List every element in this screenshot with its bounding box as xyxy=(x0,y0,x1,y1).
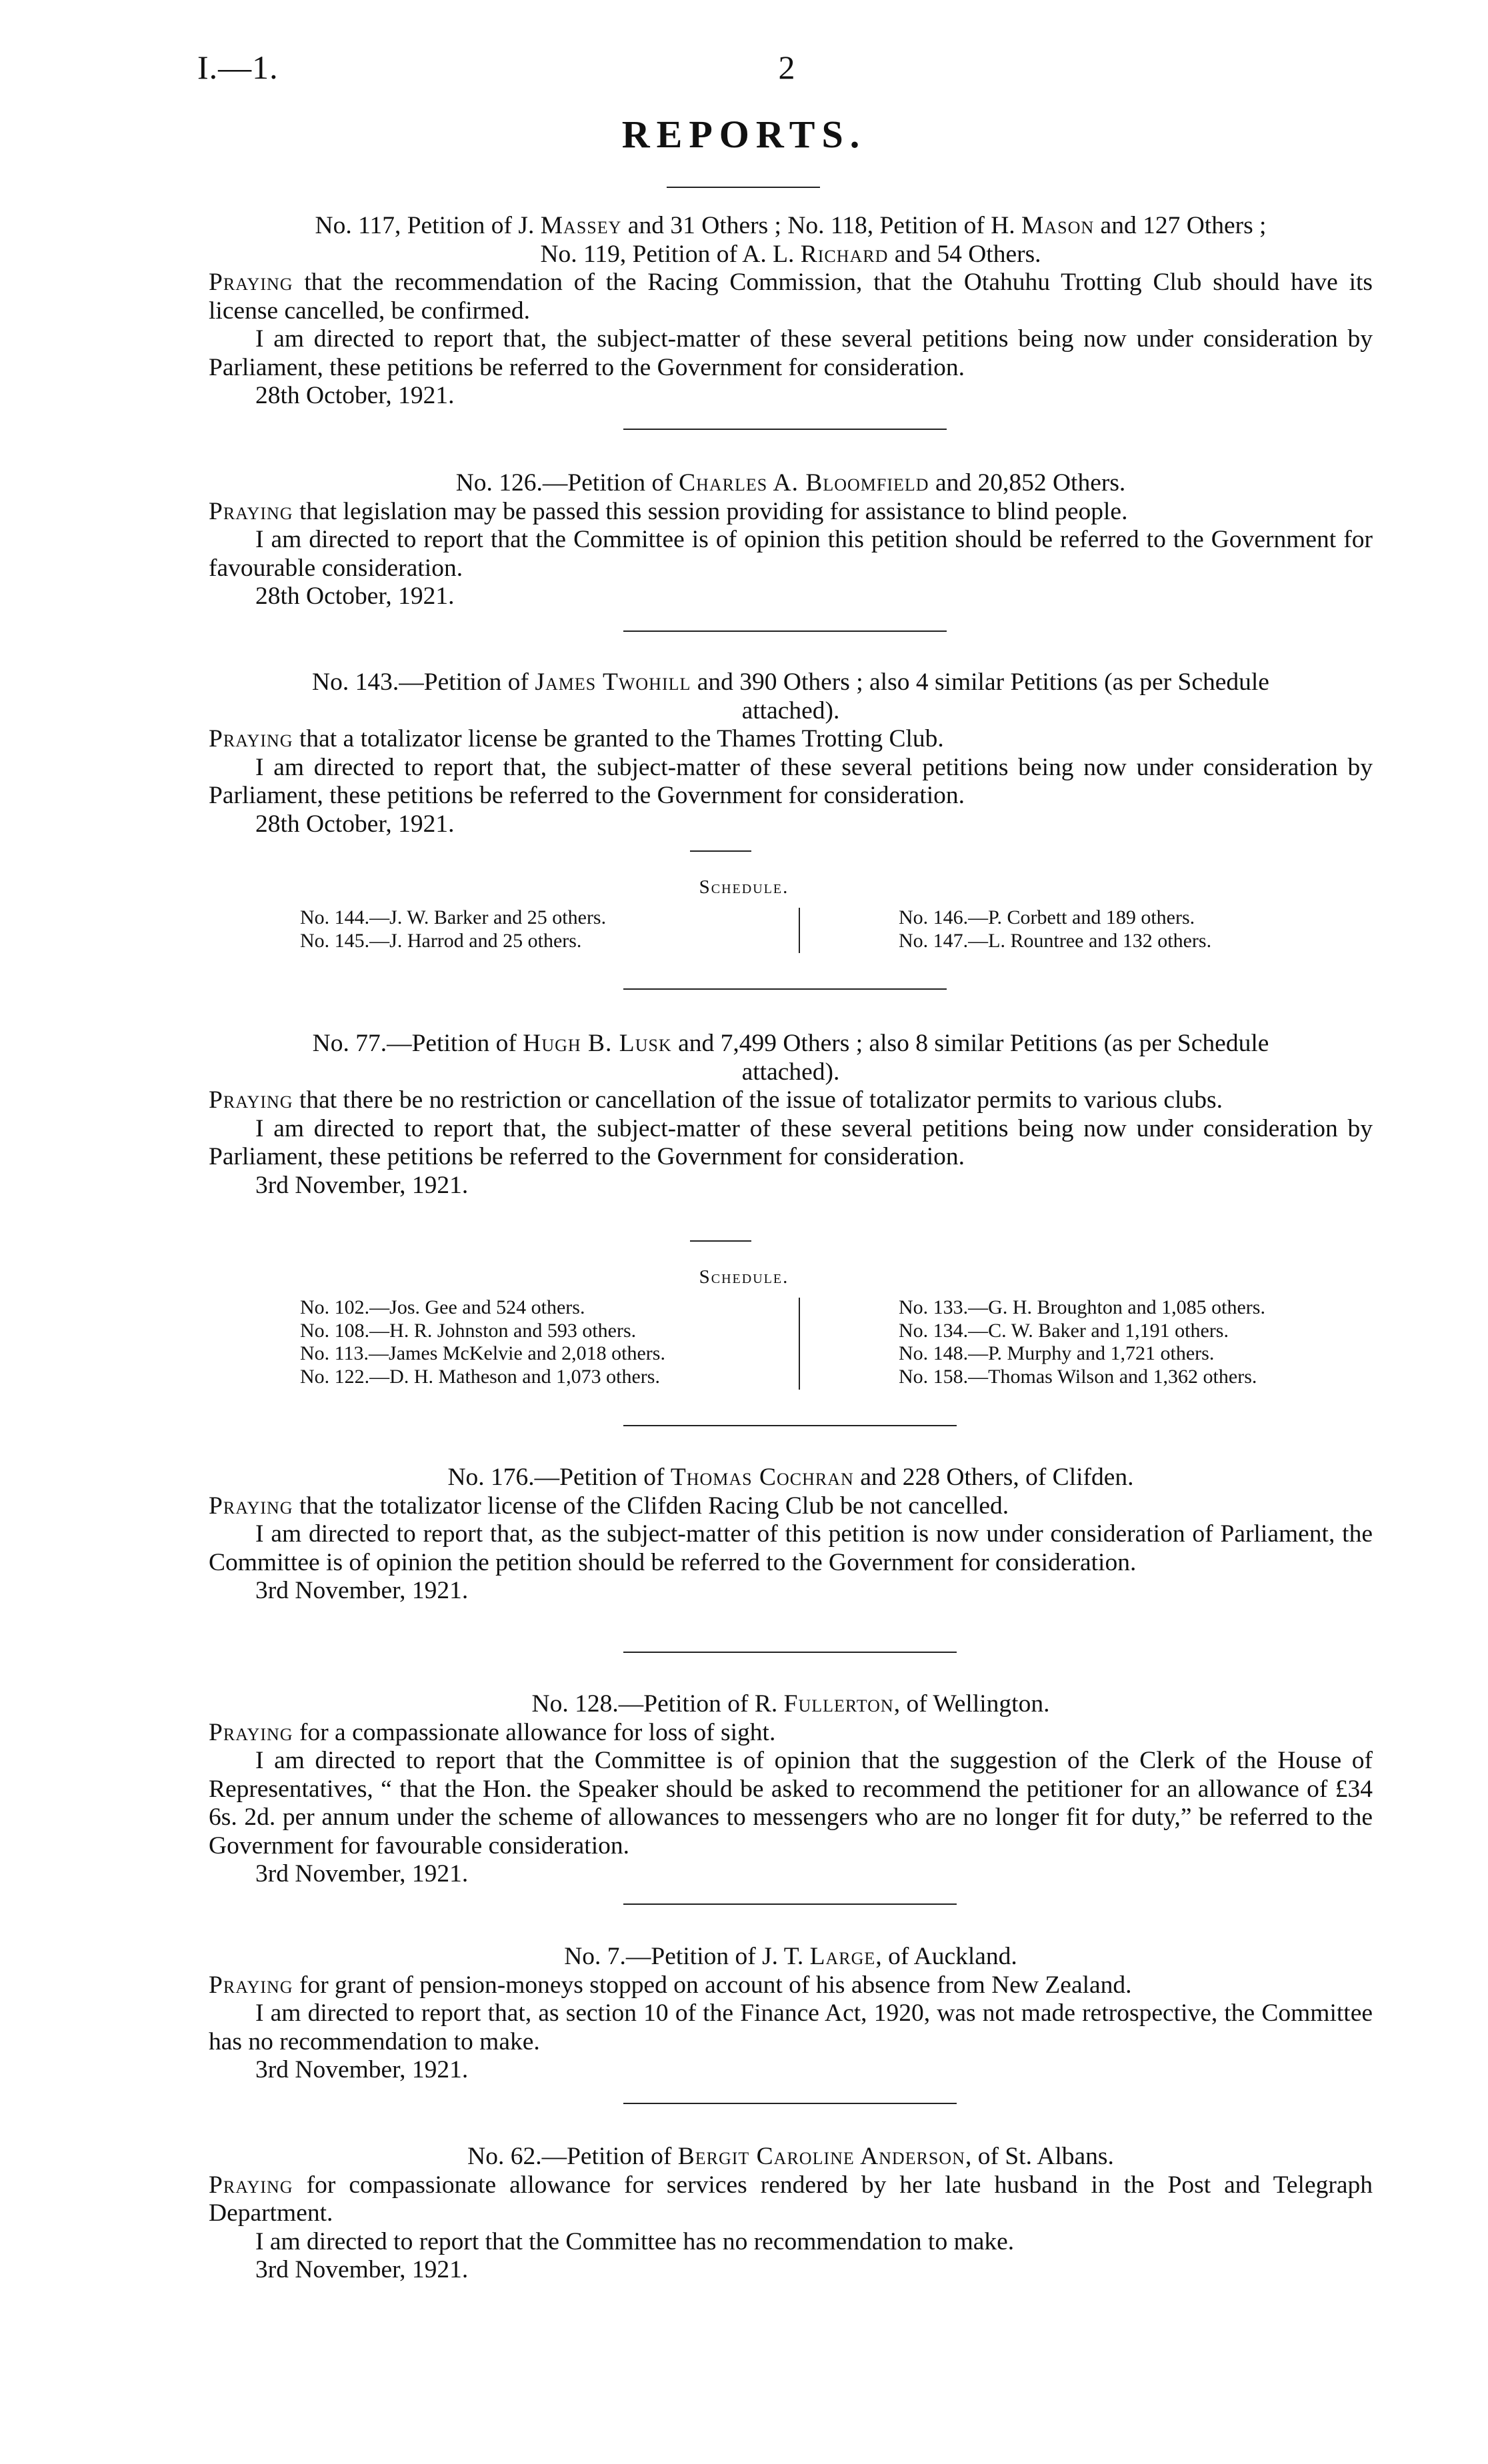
petition-section-77 xyxy=(209,1030,1373,1200)
report-date: 28th October, 1921. xyxy=(255,583,455,610)
section-divider xyxy=(623,429,947,430)
report-date: 3rd November, 1921. xyxy=(255,1860,469,1887)
schedule-left-column xyxy=(300,906,606,952)
schedule-entry: No. 144.—J. W. Barker and 25 others. xyxy=(300,906,607,928)
petitioner-name: Charles A. Bloomfield xyxy=(679,469,929,497)
page-number: 2 xyxy=(778,49,795,86)
report-date: 3rd November, 1921. xyxy=(255,1171,469,1199)
petition-heading: No. 7.—Petition of J. T. Large, of Auckland. xyxy=(564,1943,1017,1970)
praying-paragraph: Praying for a compassionate allowance for loss of sight. xyxy=(209,1718,776,1746)
schedule-entry: No. 113.—James McKelvie and 2,018 others. xyxy=(300,1342,665,1364)
petitioner-name: Bergit Caroline Anderson xyxy=(677,2143,965,2170)
schedule-entry: No. 147.—L. Rountree and 132 others. xyxy=(899,929,1212,952)
report-date: 3rd November, 1921. xyxy=(255,2256,469,2283)
schedule-column-divider xyxy=(799,1298,800,1390)
schedule-entry: No. 122.—D. H. Matheson and 1,073 others. xyxy=(300,1365,660,1388)
section-divider xyxy=(623,988,947,990)
petitioner-name: Fullerton xyxy=(783,1690,894,1718)
report-paragraph: I am directed to report that the Committee has no recommendation to make. xyxy=(255,2227,1015,2255)
title-rule xyxy=(667,187,820,188)
petition-section-143 xyxy=(209,668,1373,838)
section-divider xyxy=(623,1425,957,1426)
schedule-short-rule xyxy=(690,1240,751,1242)
petition-heading: No. 77.—Petition of Hugh B. Lusk and 7,499 Others ; also 8 similar Petitions (as per Schedule attached). xyxy=(312,1030,1269,1086)
schedule-short-rule xyxy=(690,850,751,852)
schedule-entry: No. 158.—Thomas Wilson and 1,362 others. xyxy=(899,1365,1257,1388)
report-date: 28th October, 1921. xyxy=(255,810,455,838)
report-paragraph: I am directed to report that, as the subject-matter of this petition is now under consideration of Parliament, the Committee is of opinion the petition should be referred to the Government for consideration. xyxy=(209,1520,1373,1576)
section-divider xyxy=(623,1652,957,1653)
schedule-title: Schedule. xyxy=(699,876,789,898)
petition-heading: No. 62.—Petition of Bergit Caroline Anderson, of St. Albans. xyxy=(467,2143,1114,2170)
document-reference: I.—1. xyxy=(197,49,279,86)
schedule-column-divider xyxy=(799,908,800,953)
report-paragraph: I am directed to report that, as section 10 of the Finance Act, 1920, was not made retrospective, the Committee has no recommendation to make. xyxy=(209,1999,1373,2055)
schedule-entry: No. 133.—G. H. Broughton and 1,085 others. xyxy=(899,1296,1265,1318)
petition-section-126 xyxy=(209,469,1373,611)
schedule-right-column xyxy=(899,906,1211,952)
petitioner-name: Massey xyxy=(540,212,622,239)
petition-section-117 xyxy=(209,212,1373,411)
petition-section-7 xyxy=(209,1943,1373,2085)
report-paragraph: I am directed to report that, the subject-matter of these several petitions being now under consideration by Parliament, these petitions be referred to the Government for consideration. xyxy=(209,325,1373,381)
petition-section-128 xyxy=(209,1690,1373,1889)
petitioner-name: Mason xyxy=(1021,212,1095,239)
petitioner-name: Large xyxy=(809,1943,876,1970)
praying-paragraph: Praying that legislation may be passed this session providing for assistance to blind people. xyxy=(209,497,1128,525)
report-paragraph: I am directed to report that, the subject-matter of these several petitions being now under consideration by Parliament, these petitions be referred to the Government for consideration. xyxy=(209,753,1373,809)
petition-section-62 xyxy=(209,2143,1373,2285)
petitioner-name: Richard xyxy=(800,240,889,268)
petition-heading: No. 117, Petition of J. Massey and 31 Others ; No. 118, Petition of H. Mason and 127 Others ; No. 119, Petition of A. L. Richard and 54 Others. xyxy=(315,212,1267,268)
schedule-right-column xyxy=(899,1296,1265,1388)
page-title: REPORTS. xyxy=(621,113,867,156)
petitioner-name: Hugh B. Lusk xyxy=(523,1030,672,1057)
praying-paragraph: Praying for grant of pension-moneys stopped on account of his absence from New Zealand. xyxy=(209,1971,1132,1999)
petitioner-name: James Twohill xyxy=(535,668,691,696)
petition-heading: No. 176.—Petition of Thomas Cochran and 228 Others, of Clifden. xyxy=(447,1464,1134,1491)
petition-heading: No. 143.—Petition of James Twohill and 390 Others ; also 4 similar Petitions (as per Schedule attached). xyxy=(312,668,1269,724)
praying-paragraph: Praying that a totalizator license be granted to the Thames Trotting Club. xyxy=(209,725,944,752)
praying-paragraph: Praying for compassionate allowance for services rendered by her late husband in the Post and Telegraph Department. xyxy=(209,2171,1373,2227)
report-paragraph: I am directed to report that the Committee is of opinion that the suggestion of the Clerk of the House of Representatives, “ that the Hon. the Speaker should be asked to recommend the petitioner for an allowance of £34 6s. 2d. per annum under the scheme of allowances to messengers who are no longer fit for duty,” be referred to the Government for favourable consideration. xyxy=(209,1747,1373,1859)
schedule-title: Schedule. xyxy=(699,1266,789,1288)
praying-paragraph: Praying that the recommendation of the Racing Commission, that the Otahuhu Trotting Club should have its license cancelled, be confirmed. xyxy=(209,269,1373,325)
schedule-entry: No. 146.—P. Corbett and 189 others. xyxy=(899,906,1195,928)
section-divider xyxy=(623,1903,957,1905)
praying-paragraph: Praying that the totalizator license of the Clifden Racing Club be not cancelled. xyxy=(209,1492,1009,1520)
praying-paragraph: Praying that there be no restriction or cancellation of the issue of totalizator permits to various clubs. xyxy=(209,1086,1223,1114)
report-paragraph: I am directed to report that, the subject-matter of these several petitions being now under consideration by Parliament, these petitions be referred to the Government for consideration. xyxy=(209,1114,1373,1170)
schedule-entry: No. 148.—P. Murphy and 1,721 others. xyxy=(899,1342,1215,1364)
petition-heading: No. 128.—Petition of R. Fullerton, of Wellington. xyxy=(531,1690,1050,1718)
schedule-entry: No. 108.—H. R. Johnston and 593 others. xyxy=(300,1319,637,1342)
schedule-entry: No. 145.—J. Harrod and 25 others. xyxy=(300,929,582,952)
petitioner-name: Thomas Cochran xyxy=(670,1464,854,1491)
petition-section-176 xyxy=(209,1464,1373,1606)
report-paragraph: I am directed to report that the Committee is of opinion this petition should be referred to the Government for favourable consideration. xyxy=(209,526,1373,582)
report-date: 3rd November, 1921. xyxy=(255,1577,469,1604)
report-date: 28th October, 1921. xyxy=(255,382,455,409)
petition-heading: No. 126.—Petition of Charles A. Bloomfield and 20,852 Others. xyxy=(455,469,1126,497)
section-divider xyxy=(623,630,947,632)
report-date: 3rd November, 1921. xyxy=(255,2056,469,2083)
schedule-entry: No. 102.—Jos. Gee and 524 others. xyxy=(300,1296,585,1318)
schedule-left-column xyxy=(300,1296,665,1388)
section-divider xyxy=(623,2103,957,2104)
schedule-entry: No. 134.—C. W. Baker and 1,191 others. xyxy=(899,1319,1229,1342)
